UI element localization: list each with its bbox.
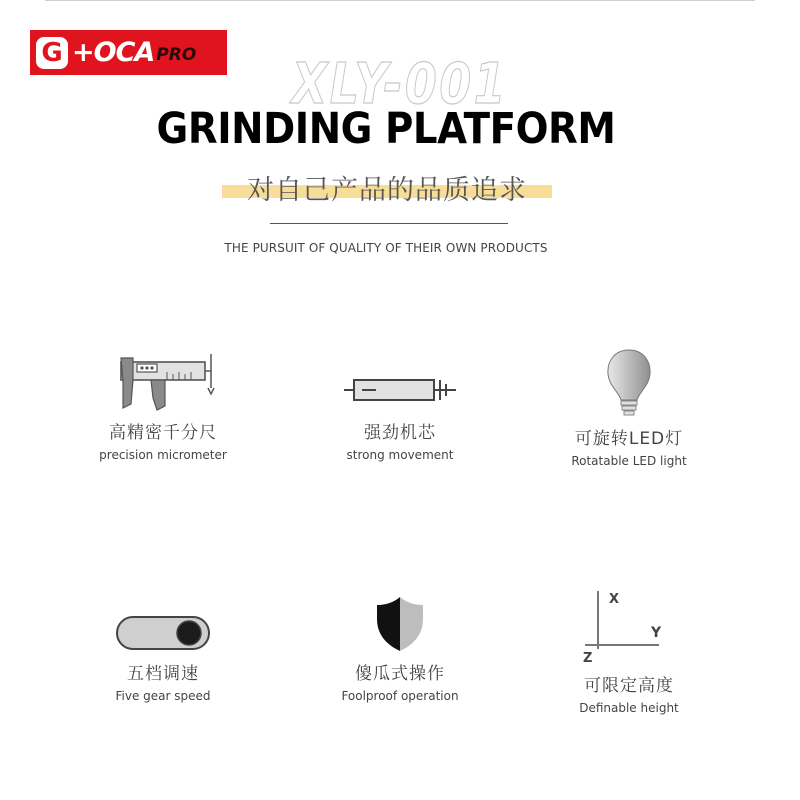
model-number: XLY-001 <box>291 52 509 117</box>
tagline-en: THE PURSUIT OF QUALITY OF THEIR OWN PRODUCTS <box>224 241 548 255</box>
feature-title: 可限定高度 <box>584 676 674 696</box>
feature-subtitle: Rotatable LED light <box>571 454 687 468</box>
feature-led-light <box>519 338 739 468</box>
feature-title: 可旋转LED灯 <box>574 429 684 449</box>
shield-icon <box>375 595 425 653</box>
feature-micrometer <box>53 332 273 462</box>
axis-y-label: Y <box>651 625 662 641</box>
feature-title: 五档调速 <box>127 664 199 684</box>
feature-title: 傻瓜式操作 <box>355 664 445 684</box>
toggle-icon <box>115 613 211 653</box>
axis-z-label: Z <box>583 651 593 666</box>
axes-icon <box>579 585 679 669</box>
feature-speed <box>53 573 273 703</box>
feature-subtitle: Five gear speed <box>115 689 211 703</box>
feature-subtitle: precision micrometer <box>99 448 227 462</box>
feature-movement <box>290 332 510 462</box>
axis-x-label: X <box>609 592 620 607</box>
feature-height <box>519 573 739 715</box>
feature-title: 高精密千分尺 <box>109 423 217 443</box>
tagline-divider <box>270 223 508 224</box>
feature-subtitle: Foolproof operation <box>341 689 459 703</box>
feature-subtitle: Definable height <box>579 701 679 715</box>
logo-wordmark: +OCA <box>72 37 155 68</box>
caliper-icon <box>111 348 215 412</box>
feature-subtitle: strong movement <box>346 448 454 462</box>
page-title: GRINDING PLATFORM <box>156 104 616 154</box>
bulb-icon <box>604 348 654 418</box>
feature-foolproof <box>290 573 510 703</box>
logo-g-badge: G <box>36 37 68 69</box>
top-divider <box>45 0 755 1</box>
motor-shaft-icon <box>340 352 460 412</box>
feature-title: 强劲机芯 <box>364 423 436 443</box>
tagline-cn: 对自己产品的品质追求 <box>222 168 552 207</box>
logo-pro: PRO <box>156 45 197 65</box>
